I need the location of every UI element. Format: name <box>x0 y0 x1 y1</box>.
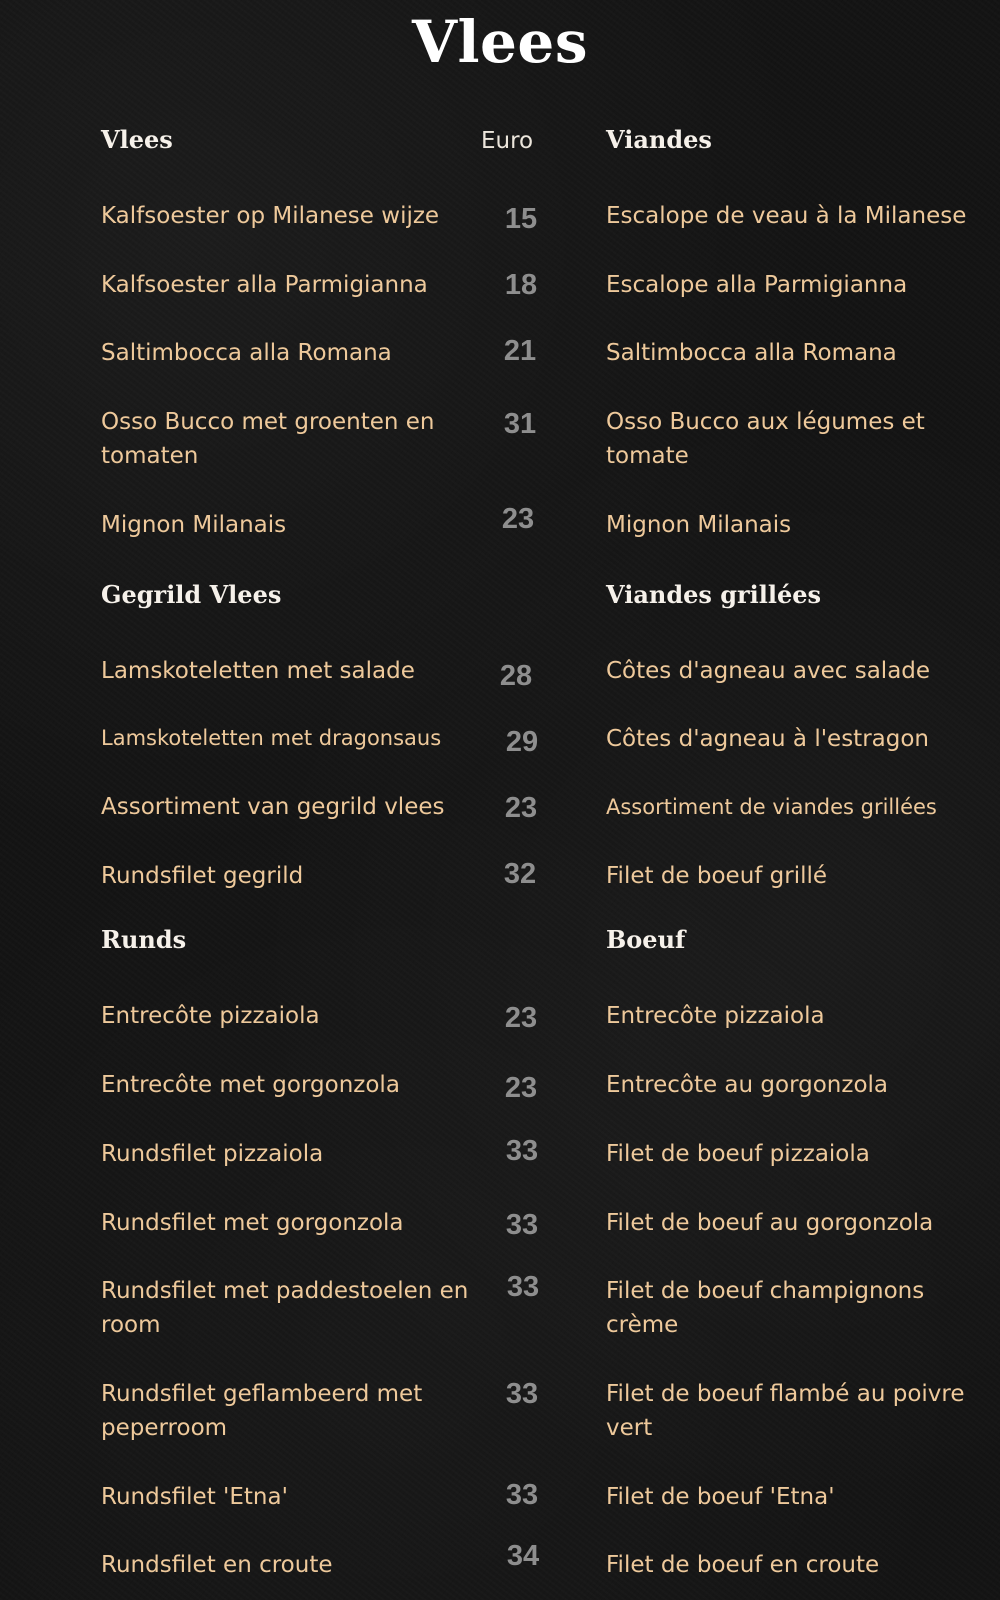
menu-item-nl: Rundsfilet geflambeerd met peperroom <box>101 1381 423 1441</box>
menu-item-fr: Filet de boeuf champignons crème <box>606 1278 925 1338</box>
menu-item-price: 23 <box>504 792 538 824</box>
menu-item-price: 23 <box>504 1002 538 1034</box>
menu-item-fr: Assortiment de viandes grillées <box>606 795 937 819</box>
menu-item-nl: Lamskoteletten met dragonsaus <box>101 726 442 750</box>
menu-item-fr: Filet de boeuf grillé <box>606 863 828 889</box>
menu-item-price: 23 <box>504 1072 538 1104</box>
euro-column-header: Euro <box>481 128 534 154</box>
menu-item-fr: Entrecôte pizzaiola <box>606 1003 825 1029</box>
section-heading-fr: Viandes grillées <box>606 580 822 609</box>
menu-item-fr: Filet de boeuf flambé au poivre vert <box>606 1381 965 1441</box>
menu-item-nl: Rundsfilet en croute <box>101 1552 333 1578</box>
menu-item-price: 15 <box>504 203 538 235</box>
menu-item-fr: Osso Bucco aux légumes et tomate <box>606 409 925 469</box>
menu-item-price: 32 <box>503 858 537 890</box>
menu-item-fr: Mignon Milanais <box>606 512 792 538</box>
menu-item-nl: Mignon Milanais <box>101 512 287 538</box>
menu-item-price: 29 <box>505 726 539 758</box>
menu-item-price: 28 <box>499 660 533 692</box>
menu-item-fr: Filet de boeuf pizzaiola <box>606 1141 870 1167</box>
section-heading-nl: Runds <box>101 925 187 954</box>
menu-item-fr: Escalope de veau à la Milanese <box>606 203 967 229</box>
menu-item-price: 21 <box>503 335 537 367</box>
menu-item-nl: Rundsfilet gegrild <box>101 863 304 889</box>
menu-item-nl: Entrecôte pizzaiola <box>101 1003 320 1029</box>
menu-item-nl: Saltimbocca alla Romana <box>101 340 392 366</box>
menu-item-price: 33 <box>505 1209 539 1241</box>
menu-item-nl: Rundsfilet pizzaiola <box>101 1141 324 1167</box>
menu-item-fr: Escalope alla Parmigianna <box>606 272 908 298</box>
menu-item-price: 33 <box>506 1271 540 1303</box>
menu-item-fr: Entrecôte au gorgonzola <box>606 1072 889 1098</box>
menu-item-nl: Kalfsoester alla Parmigianna <box>101 272 428 298</box>
menu-item-fr: Filet de boeuf en croute <box>606 1552 880 1578</box>
menu-item-fr: Filet de boeuf au gorgonzola <box>606 1210 934 1236</box>
section-heading-nl: Vlees <box>101 125 173 154</box>
section-heading-fr: Viandes <box>606 125 712 154</box>
menu-item-price: 33 <box>505 1135 539 1167</box>
menu-item-fr: Côtes d'agneau avec salade <box>606 658 931 684</box>
menu-item-nl: Lamskoteletten met salade <box>101 658 415 684</box>
menu-item-price: 34 <box>506 1540 540 1572</box>
menu-item-nl: Osso Bucco met groenten en tomaten <box>101 409 435 469</box>
menu-item-fr: Côtes d'agneau à l'estragon <box>606 726 929 752</box>
menu-item-nl: Entrecôte met gorgonzola <box>101 1072 400 1098</box>
menu-item-nl: Rundsfilet met gorgonzola <box>101 1210 404 1236</box>
page-title: Vlees <box>412 8 588 76</box>
menu-item-fr: Saltimbocca alla Romana <box>606 340 897 366</box>
menu-item-price: 23 <box>501 503 535 535</box>
menu-item-nl: Rundsfilet 'Etna' <box>101 1484 288 1510</box>
menu-item-nl: Kalfsoester op Milanese wijze <box>101 203 440 229</box>
menu-item-nl: Rundsfilet met paddestoelen en room <box>101 1278 469 1338</box>
menu-item-nl: Assortiment van gegrild vlees <box>101 794 445 820</box>
section-heading-fr: Boeuf <box>606 925 686 954</box>
menu-item-price: 31 <box>503 408 537 440</box>
menu-item-price: 18 <box>504 269 538 301</box>
menu-item-fr: Filet de boeuf 'Etna' <box>606 1484 835 1510</box>
section-heading-nl: Gegrild Vlees <box>101 580 282 609</box>
menu-item-price: 33 <box>505 1479 539 1511</box>
menu-item-price: 33 <box>505 1378 539 1410</box>
